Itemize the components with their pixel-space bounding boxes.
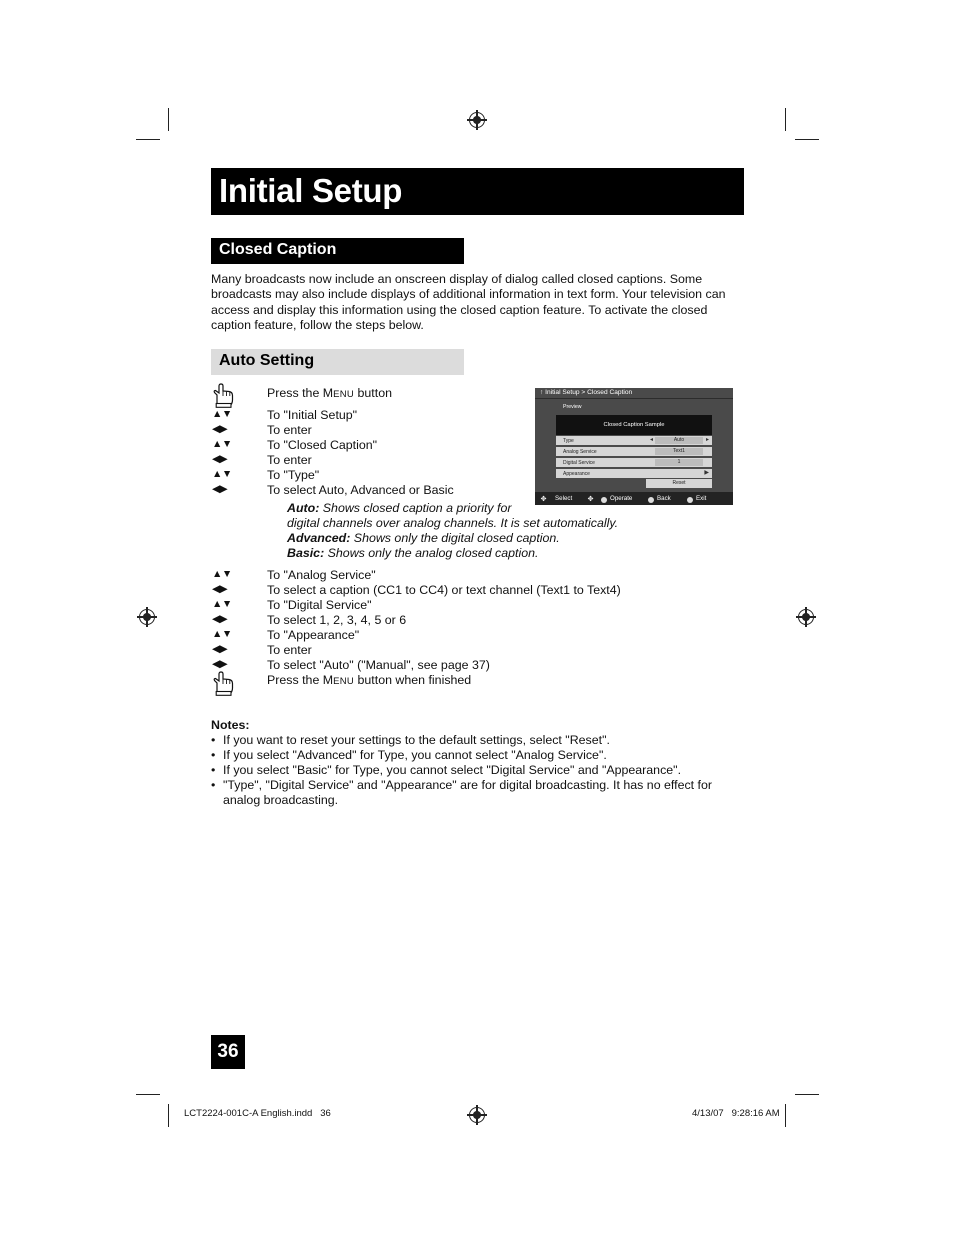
step-text: Press the MENU button (267, 386, 392, 400)
section-title-bar (211, 238, 464, 264)
tv-row-appearance[interactable]: Appearance ▶ (556, 469, 712, 478)
four-way-arrows-icon: ✥ (540, 496, 547, 503)
step-text: To enter (267, 643, 312, 657)
left-right-arrows-icon: ◀▶ (212, 583, 228, 595)
option-auto-cont: digital channels over analog channels. It is set automatically. (287, 516, 619, 530)
divider (535, 398, 733, 399)
intro-paragraph: Many broadcasts now include an onscreen display of dialog called closed captions. Some broadcasts may also include displays of additional information in text form. Your television can access and display this information using the closed caption feature. To activate the closed caption feature, follow the steps below. (211, 272, 726, 332)
step-text: To "Type" (267, 468, 320, 482)
step-text: To "Digital Service" (267, 598, 372, 612)
up-down-arrows-icon: ▲▼ (212, 408, 232, 420)
menu-hand-icon (212, 671, 235, 696)
menu-hand-icon (212, 383, 235, 408)
registration-mark-icon (798, 609, 814, 625)
page-title-bar (211, 168, 744, 215)
option-basic: Basic: Shows only the analog closed caption. (287, 546, 539, 560)
note-item: • If you select "Advanced" for Type, you cannot select "Analog Service". (211, 748, 607, 762)
tv-menu-screenshot (535, 388, 733, 505)
step-text: To select 1, 2, 3, 4, 5 or 6 (267, 613, 407, 627)
subsection-title-bar (211, 349, 464, 375)
up-down-arrows-icon: ▲▼ (212, 468, 232, 480)
tv-row-analog-service[interactable]: Analog Service Text1 (556, 447, 712, 456)
crop-mark (795, 139, 819, 140)
note-item: • If you select "Basic" for Type, you cannot select "Digital Service" and "Appearance". (211, 763, 682, 777)
right-arrow-icon: ▸ (705, 437, 709, 443)
left-right-arrows-icon: ◀▶ (212, 423, 228, 435)
registration-mark-icon (469, 1107, 485, 1123)
step-text: To select a caption (CC1 to CC4) or text channel (Text1 to Text4) (267, 583, 621, 597)
section-title: Closed Caption (219, 241, 337, 258)
step-text: To select "Auto" ("Manual", see page 37) (267, 658, 490, 672)
back-button-icon (648, 497, 654, 503)
left-arrow-icon: ◂ (650, 437, 654, 443)
crop-mark (136, 1094, 160, 1095)
step-text: To "Appearance" (267, 628, 360, 642)
tv-bottom-bar: ✥ Select ✥ Operate Back Exit (535, 492, 733, 505)
left-right-arrows-icon: ◀▶ (212, 453, 228, 465)
tv-reset-button[interactable]: Reset (646, 479, 712, 488)
up-down-arrows-icon: ▲▼ (212, 598, 232, 610)
step-text: To enter (267, 423, 312, 437)
option-advanced: Advanced: Shows only the digital closed caption. (287, 531, 560, 545)
step-text: To select Auto, Advanced or Basic (267, 483, 454, 497)
up-down-arrows-icon: ▲▼ (212, 628, 232, 640)
note-item: • "Type", "Digital Service" and "Appearance" are for digital broadcasting. It has no effect for analog broadcasting. (211, 778, 713, 808)
step-text: To "Initial Setup" (267, 408, 358, 422)
crop-mark (785, 108, 786, 131)
registration-mark-icon (469, 112, 485, 128)
four-way-arrows-icon: ✥ (587, 496, 594, 503)
up-down-arrows-icon: ▲▼ (212, 438, 232, 450)
notes-title: Notes: (211, 718, 250, 732)
preview-label: Preview (563, 404, 582, 410)
up-arrow-icon: ↑ (540, 389, 544, 396)
crop-mark (168, 1104, 169, 1127)
crop-mark (168, 108, 169, 131)
left-right-arrows-icon: ◀▶ (212, 613, 228, 625)
tv-breadcrumb: ↑ Initial Setup > Closed Caption (540, 389, 633, 396)
page-title: Initial Setup (219, 172, 403, 209)
step-text: Press the MENU button when finished (267, 673, 472, 687)
crop-mark (136, 139, 160, 140)
right-arrow-icon: ▶ (704, 470, 709, 476)
up-down-arrows-icon: ▲▼ (212, 568, 232, 580)
left-right-arrows-icon: ◀▶ (212, 658, 228, 670)
left-right-arrows-icon: ◀▶ (212, 483, 228, 495)
note-item: • If you want to reset your settings to the default settings, select "Reset". (211, 733, 610, 747)
crop-mark (785, 1104, 786, 1127)
subsection-title: Auto Setting (219, 352, 315, 369)
registration-mark-icon (139, 609, 155, 625)
step-text: To enter (267, 453, 312, 467)
footer-timestamp: 4/13/07 9:28:16 AM (692, 1108, 780, 1119)
footer-filename: LCT2224-001C-A English.indd 36 (184, 1108, 331, 1119)
tv-row-type[interactable]: Type ◂ Auto ▸ (556, 436, 712, 445)
exit-button-icon (687, 497, 693, 503)
tv-row-digital-service[interactable]: Digital Service 1 (556, 458, 712, 467)
ok-button-icon (601, 497, 607, 503)
crop-mark (795, 1094, 819, 1095)
left-right-arrows-icon: ◀▶ (212, 643, 228, 655)
page-number: 36 (211, 1035, 245, 1069)
step-text: To "Closed Caption" (267, 438, 378, 452)
option-auto: Auto: Shows closed caption a priority for (287, 501, 512, 515)
step-text: To "Analog Service" (267, 568, 376, 582)
caption-sample-box: Closed Caption Sample (556, 415, 712, 435)
